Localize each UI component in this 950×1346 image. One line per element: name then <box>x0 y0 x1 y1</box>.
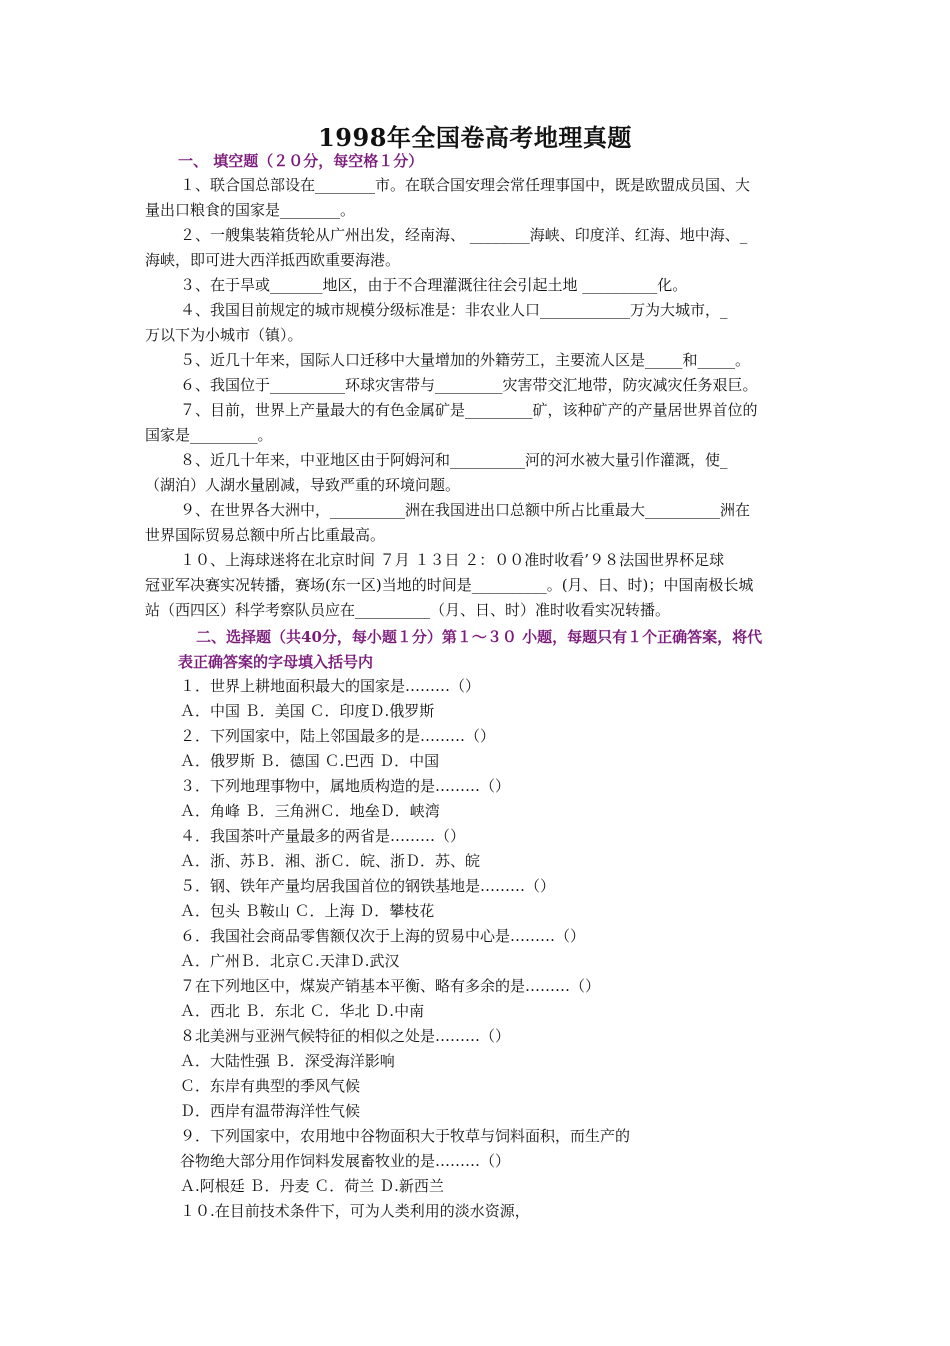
fill-q3-line1: ３、在于旱或_______地区，由于不合理灌溉往往会引起土地 __________化。 <box>180 276 688 294</box>
fill-q7-line2: 国家是_________。 <box>145 426 273 444</box>
choice-q10: １０.在目前技术条件下，可为人类利用的淡水资源， <box>180 1202 530 1220</box>
fill-q8-line1: ８、近几十年来，中亚地区由于阿姆河和__________河的河水被大量引作灌溉，使_ <box>180 451 728 469</box>
choice-q2: ２．下列国家中，陆上邻国最多的是………（） <box>180 727 496 745</box>
fill-q10-line1: １０、上海球迷将在北京时间 ７月 １３日 ２：００准时收看’９８法国世界杯足球 <box>180 551 725 569</box>
page-title: 1998年全国卷高考地理真题 <box>318 123 632 152</box>
fill-q1-line2: 量出口粮食的国家是________。 <box>145 201 356 219</box>
section-1-heading: 一、 填空题（２０分，每空格１分） <box>178 152 424 170</box>
fill-q10-line2: 冠亚军决赛实况转播，赛场(东一区)当地的时间是__________。(月、日、时)；中国南极长城 <box>145 576 754 594</box>
section-2-heading-line1: 二、选择题（共40分，每小题１分）第１～３０ 小题，每题只有１个正确答案，将代 <box>196 628 763 646</box>
choice-q3: ３．下列地理事物中，属地质构造的是………（） <box>180 777 511 795</box>
fill-q7-line1: ７、目前，世界上产量最大的有色金属矿是_________矿，该种矿产的产量居世界首位的 <box>180 401 758 419</box>
fill-q2-line1: ２、一艘集装箱货轮从广州出发，经南海、 ________海峡、印度洋、红海、地中海、_ <box>180 226 748 244</box>
choice-q8: ８北美洲与亚洲气候特征的相似之处是………（） <box>180 1027 511 1045</box>
choice-q2-options: Ａ．俄罗斯 Ｂ．德国 Ｃ.巴西 Ｄ．中国 <box>180 752 440 770</box>
choice-q6: ６．我国社会商品零售额仅次于上海的贸易中心是………（） <box>180 927 586 945</box>
fill-q8-line2: （湖泊）人湖水量剧减，导致严重的环境问题。 <box>145 476 461 494</box>
choice-q4-options: Ａ．浙、苏Ｂ．湘、浙Ｃ．皖、浙Ｄ．苏、皖 <box>180 852 481 870</box>
choice-q9-options: Ａ.阿根廷 Ｂ．丹麦 Ｃ．荷兰 Ｄ.新西兰 <box>180 1177 444 1195</box>
choice-q5-options: Ａ．包头 Ｂ鞍山 Ｃ．上海 Ｄ．攀枝花 <box>180 902 435 920</box>
choice-q5: ５．钢、铁年产量均居我国首位的钢铁基地是………（） <box>180 877 556 895</box>
choice-q1-options: Ａ．中国 Ｂ．美国 Ｃ．印度Ｄ.俄罗斯 <box>180 702 435 720</box>
section-2-heading-line2: 表正确答案的字母填入括号内 <box>178 653 374 671</box>
fill-q9-line1: ９、在世界各大洲中，__________洲在我国进出口总额中所占比重最大__________洲在 <box>180 501 751 519</box>
choice-q1: １．世界上耕地面积最大的国家是………（） <box>180 677 481 695</box>
choice-q9-line2: 谷物绝大部分用作饲料发展畜牧业的是………（） <box>180 1152 511 1170</box>
choice-q8-option-d: Ｄ．西岸有温带海洋性气候 <box>180 1102 361 1120</box>
fill-q4-line1: ４、我国目前规定的城市规模分级标准是：非农业人口____________万为大城市，_ <box>180 301 728 319</box>
choice-q8-option-ab: Ａ．大陆性强 Ｂ．深受海洋影响 <box>180 1052 395 1070</box>
choice-q8-option-c: Ｃ．东岸有典型的季风气候 <box>180 1077 361 1095</box>
fill-q2-line2: 海峡，即可进大西洋抵西欧重要海港。 <box>145 251 401 269</box>
fill-q1-line1: １、联合国总部设在________市。在联合国安理会常任理事国中，既是欧盟成员国、大 <box>180 176 751 194</box>
fill-q6-line1: ６、我国位于__________环球灾害带与_________灾害带交汇地带，防灾减灾任务艰巨。 <box>180 376 758 394</box>
choice-q9-line1: ９．下列国家中，农用地中谷物面积大于牧草与饲料面积，而生产的 <box>180 1127 631 1145</box>
fill-q4-line2: 万以下为小城市（镇）。 <box>145 326 303 344</box>
choice-q3-options: Ａ．角峰 Ｂ．三角洲Ｃ．地垒Ｄ．峡湾 <box>180 802 440 820</box>
choice-q4: ４．我国茶叶产量最多的两省是………（） <box>180 827 466 845</box>
fill-q9-line2: 世界国际贸易总额中所占比重最高。 <box>145 526 386 544</box>
choice-q7-options: Ａ．西北 Ｂ．东北 Ｃ．华北 Ｄ.中南 <box>180 1002 425 1020</box>
fill-q10-line3: 站（西四区）科学考察队员应在__________（月、日、时）准时收看实况转播。 <box>145 601 671 619</box>
choice-q6-options: Ａ．广州Ｂ．北京Ｃ.天津Ｄ.武汉 <box>180 952 400 970</box>
fill-q5-line1: ５、近几十年来，国际人口迁移中大量增加的外籍劳工，主要流人区是_____和_____。 <box>180 351 751 369</box>
choice-q7: ７在下列地区中，煤炭产销基本平衡、略有多余的是………（） <box>180 977 601 995</box>
